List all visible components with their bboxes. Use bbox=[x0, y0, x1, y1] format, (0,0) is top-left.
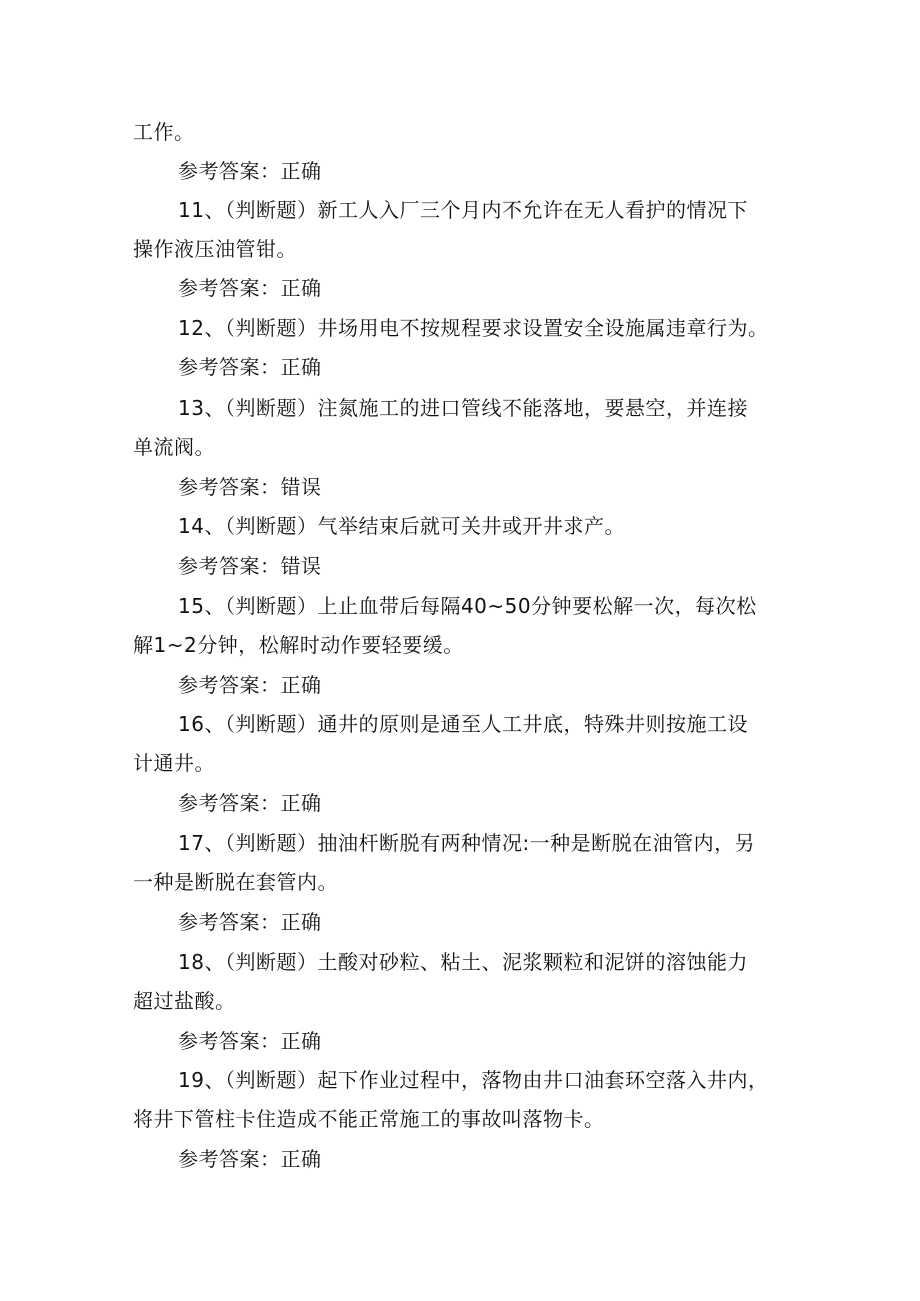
question-11-continuation: 操作液压油管钳。 bbox=[133, 237, 297, 261]
answer-16: 参考答案：正确 bbox=[178, 791, 322, 815]
question-16-text: 16、（判断题）通井的原则是通至人工井底，特殊井则按施工设 bbox=[178, 712, 748, 736]
question-19-text: 19、（判断题）起下作业过程中，落物由井口油套环空落入井内， bbox=[178, 1068, 769, 1092]
answer-15: 参考答案：正确 bbox=[178, 673, 322, 697]
answer-17: 参考答案：正确 bbox=[178, 910, 322, 934]
answer-14: 参考答案：错误 bbox=[178, 554, 322, 578]
answer-18: 参考答案：正确 bbox=[178, 1029, 322, 1053]
question-13-text: 13、（判断题）注氮施工的进口管线不能落地，要悬空，并连接 bbox=[178, 396, 748, 420]
question-11-text: 11、（判断题）新工人入厂三个月内不允许在无人看护的情况下 bbox=[178, 198, 748, 222]
question-12-text: 12、（判断题）井场用电不按规程要求设置安全设施属违章行为。 bbox=[178, 316, 769, 340]
question-18-continuation: 超过盐酸。 bbox=[133, 989, 236, 1013]
question-18-text: 18、（判断题）土酸对砂粒、粘土、泥浆颗粒和泥饼的溶蚀能力 bbox=[178, 950, 748, 974]
question-continuation-text: 工作。 bbox=[133, 120, 195, 144]
answer-line: 参考答案：正确 bbox=[178, 159, 322, 183]
question-15-continuation: 解1~2分钟，松解时动作要轻要缓。 bbox=[133, 633, 464, 657]
answer-11: 参考答案：正确 bbox=[178, 276, 322, 300]
question-17-text: 17、（判断题）抽油杆断脱有两种情况:一种是断脱在油管内，另 bbox=[178, 831, 756, 855]
question-13-continuation: 单流阀。 bbox=[133, 435, 215, 459]
answer-12: 参考答案：正确 bbox=[178, 355, 322, 379]
question-16-continuation: 计通井。 bbox=[133, 751, 215, 775]
answer-13: 参考答案：错误 bbox=[178, 475, 322, 499]
question-15-text: 15、（判断题）上止血带后每隔40~50分钟要松解一次，每次松 bbox=[178, 594, 757, 618]
question-14-text: 14、（判断题）气举结束后就可关井或开井求产。 bbox=[178, 514, 625, 538]
question-19-continuation: 将井下管柱卡住造成不能正常施工的事故叫落物卡。 bbox=[133, 1107, 605, 1131]
answer-19: 参考答案：正确 bbox=[178, 1147, 322, 1171]
question-17-continuation: 一种是断脱在套管内。 bbox=[133, 870, 338, 894]
